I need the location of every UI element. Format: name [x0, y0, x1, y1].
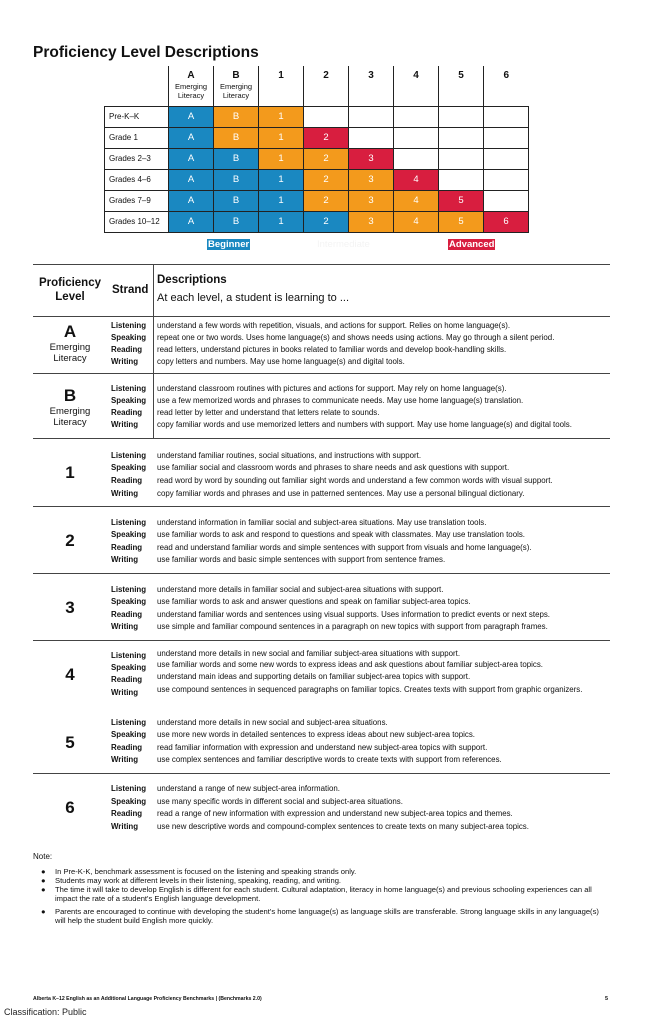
- level-band-2: 2 Listening understand information in familiar social and subject-area situations. May use translation tools. Speaking use familiar words to ask and respond to questions and speak with classmates. May use translation tools. Reading read and understand familiar words and simple sentences with support from visuals and home language(s). Writing use familiar words and basic simple sentences with support from sentence frames.: [33, 507, 610, 573]
- header-strand: Strand: [112, 284, 149, 296]
- grid-cell: B: [214, 190, 259, 211]
- level-label: 4: [65, 665, 75, 684]
- grid-cell: 1: [259, 190, 304, 211]
- grid-cell: [394, 106, 439, 127]
- grid-col-header: 4: [394, 66, 439, 106]
- grid-cell: 4: [394, 169, 439, 190]
- grid-corner: [105, 66, 169, 106]
- grid-row: [105, 127, 529, 148]
- grid-row-label: Pre-K–K: [105, 106, 169, 127]
- level-label: A Emerging Literacy: [49, 322, 91, 364]
- grid-row-label: Grades 10–12: [105, 211, 169, 232]
- grid-cell: 3: [349, 190, 394, 211]
- legend-beginner: Beginner: [208, 239, 250, 250]
- grid-row: [105, 148, 529, 169]
- level-band-1: 1 Listening understand familiar routines, social situations, and instructions with support. Speaking use familiar social and classroom words and phrases to share needs and ask questions with support. Reading read word by word by sounding out familiar sight words and understand a few common words with visual support. Writing copy familiar words and phrases and use in patterned sentences. May use a personal bilingual dictionary.: [33, 439, 610, 506]
- level-grid: [104, 66, 529, 233]
- grid-cell: [439, 127, 484, 148]
- note-item: ● Students may work at different levels in their listening, speaking, reading, and writing.: [41, 876, 342, 885]
- table-top-rule: [33, 264, 610, 265]
- grid-col-header: 5: [439, 66, 484, 106]
- grid-cell: 6: [484, 211, 529, 232]
- band-divider: [153, 316, 154, 373]
- grid-cell: B: [214, 127, 259, 148]
- header-proficiency-level: Proficiency Level: [39, 277, 101, 303]
- level-label: 6: [65, 798, 75, 817]
- legend-advanced: Advanced: [449, 239, 495, 250]
- grid-cell: 2: [304, 169, 349, 190]
- grid-cell: A: [169, 106, 214, 127]
- grid-col-header: B Emerging Literacy: [214, 66, 259, 106]
- grid-cell: 1: [259, 127, 304, 148]
- level-band-3: 3 Listening understand more details in familiar social and subject-area situations with support. Speaking use familiar words to ask and answer questions and speak on familiar subject-area topics. Reading understand familiar words and sentences using visual supports. Uses information to predict events or next steps. Writing use simple and familiar compound sentences in a paragraph on new topics with support from paragraph frames.: [33, 574, 610, 640]
- level-band-b: B Emerging Literacy Listening understand classroom routines with pictures and actions for support. May rely on home language(s). Speaking use a few memorized words and phrases to communicate needs. May use home language(s) translation. Reading read letter by letter and understand that letters relate to sounds. Writing copy familiar words and use memorized letters and numbers with support. May use home language(s) and digital tools.: [33, 374, 610, 438]
- grid-cell: 3: [349, 211, 394, 232]
- classification-label: Classification: Public: [4, 1007, 87, 1017]
- grid-cell: B: [214, 106, 259, 127]
- grid-row: [105, 106, 529, 127]
- grid-cell: [394, 127, 439, 148]
- footer-text: Alberta K–12 English as an Additional Language Proficiency Benchmarks | (Benchmarks 2.0): [33, 996, 262, 1002]
- grid-row-label: Grades 7–9: [105, 190, 169, 211]
- grid-cell: A: [169, 190, 214, 211]
- note-label: Note:: [33, 852, 53, 861]
- grid-cell: 3: [349, 169, 394, 190]
- grid-cell: [349, 106, 394, 127]
- grid-row: [105, 211, 529, 232]
- grid-cell: [484, 169, 529, 190]
- level-label: 5: [65, 733, 75, 752]
- grid-cell: [439, 106, 484, 127]
- legend-intermediate: Intermediate: [317, 239, 370, 250]
- grid-col-header: 6: [484, 66, 529, 106]
- grid-cell: B: [214, 169, 259, 190]
- grid-cell: 4: [394, 190, 439, 211]
- bullet-icon: ●: [41, 867, 46, 876]
- page-title: Proficiency Level Descriptions: [33, 44, 259, 61]
- grid-cell: [484, 127, 529, 148]
- grid-cell: 3: [349, 148, 394, 169]
- grid-cell: [439, 148, 484, 169]
- grid-row: [105, 169, 529, 190]
- page-number: 5: [605, 996, 609, 1002]
- grid-cell: [484, 148, 529, 169]
- grid-cell: 2: [304, 127, 349, 148]
- grid-cell: A: [169, 127, 214, 148]
- level-label: 2: [65, 531, 75, 550]
- grid-cell: [349, 127, 394, 148]
- grid-cell: [439, 169, 484, 190]
- grid-row: [105, 190, 529, 211]
- grid-row-label: Grade 1: [105, 127, 169, 148]
- grid-col-header: 1: [259, 66, 304, 106]
- grid-cell: 1: [259, 106, 304, 127]
- level-band-4: 4 Listening understand more details in new social and familiar subject-area situations with support. Speaking use familiar words and some new words to express ideas and ask questions about familiar subject-area topics. Reading understand main ideas and supporting details on familiar subject-area topics with support. Writing use compound sentences in sequenced paragraphs on familiar topics. Creates texts with support from graphic organizers.: [33, 641, 610, 709]
- grid-col-header: 2: [304, 66, 349, 106]
- grid-cell: [394, 148, 439, 169]
- grid-col-header: 3: [349, 66, 394, 106]
- header-divider: [153, 264, 154, 316]
- note-item: ● In Pre-K-K, benchmark assessment is focused on the listening and speaking strands only.: [41, 867, 357, 876]
- note-item: ● The time it will take to develop English is different for each student. Cultural adaptation, literacy in home language(s) and previous schooling experiences can all impact the rate of a student's English language development.: [41, 885, 592, 903]
- grid-cell: 4: [394, 211, 439, 232]
- grid-cell: [484, 190, 529, 211]
- note-item: ● Parents are encouraged to continue with developing the student's home language(s) as language skills are transferable. Strong language skills in any language(s) will help the student build English more quickly.: [41, 907, 599, 925]
- grid-cell: 2: [304, 211, 349, 232]
- grid-cell: B: [214, 148, 259, 169]
- level-label: 3: [65, 598, 75, 617]
- grid-cell: A: [169, 148, 214, 169]
- grid-cell: 2: [304, 190, 349, 211]
- band-divider: [153, 374, 154, 438]
- level-label: 1: [65, 463, 75, 482]
- grid-row-label: Grades 4–6: [105, 169, 169, 190]
- grid-cell: A: [169, 211, 214, 232]
- bullet-icon: ●: [41, 907, 46, 916]
- bullet-icon: ●: [41, 885, 46, 894]
- level-label: B Emerging Literacy: [49, 386, 91, 428]
- header-descriptions: Descriptions: [157, 274, 227, 286]
- grid-cell: [304, 106, 349, 127]
- grid-col-header: A Emerging Literacy: [169, 66, 214, 106]
- header-subtitle: At each level, a student is learning to ...: [157, 292, 350, 304]
- level-band-a: A Emerging Literacy Listening understand a few words with repetition, visuals, and actions for support. Relies on home language(s). Speaking repeat one or two words. Uses home language(s) and shows needs using actions. May go through a silent period. Reading read letters, understand pictures in books related to familiar words and develop book-handling skills. Writing copy letters and numbers. May use home language(s) and digital tools.: [33, 316, 610, 373]
- grid-cell: [484, 106, 529, 127]
- grid-header-row: [105, 66, 529, 106]
- bullet-icon: ●: [41, 876, 46, 885]
- grid-cell: 1: [259, 148, 304, 169]
- grid-cell: 5: [439, 211, 484, 232]
- level-band-5: 5 Listening understand more details in new social and subject-area situations. Speaking use more new words in detailed sentences to express ideas about new subject-area topics. Reading read familiar information with expression and understand new subject-area topics with support. Writing use complex sentences and familiar descriptive words to create texts with support from references.: [33, 709, 610, 773]
- grid-cell: A: [169, 169, 214, 190]
- grid-cell: B: [214, 211, 259, 232]
- grid-cell: 2: [304, 148, 349, 169]
- grid-cell: 1: [259, 169, 304, 190]
- level-band-6: 6 Listening understand a range of new subject-area information. Speaking use many specific words in different social and subject-area situations. Reading read a range of new information with expression and understand new subject-area topics and themes. Writing use new descriptive words and compound-complex sentences to create texts on many subject-area topics.: [33, 774, 610, 838]
- grid-cell: 5: [439, 190, 484, 211]
- grid-cell: 1: [259, 211, 304, 232]
- grid-row-label: Grades 2–3: [105, 148, 169, 169]
